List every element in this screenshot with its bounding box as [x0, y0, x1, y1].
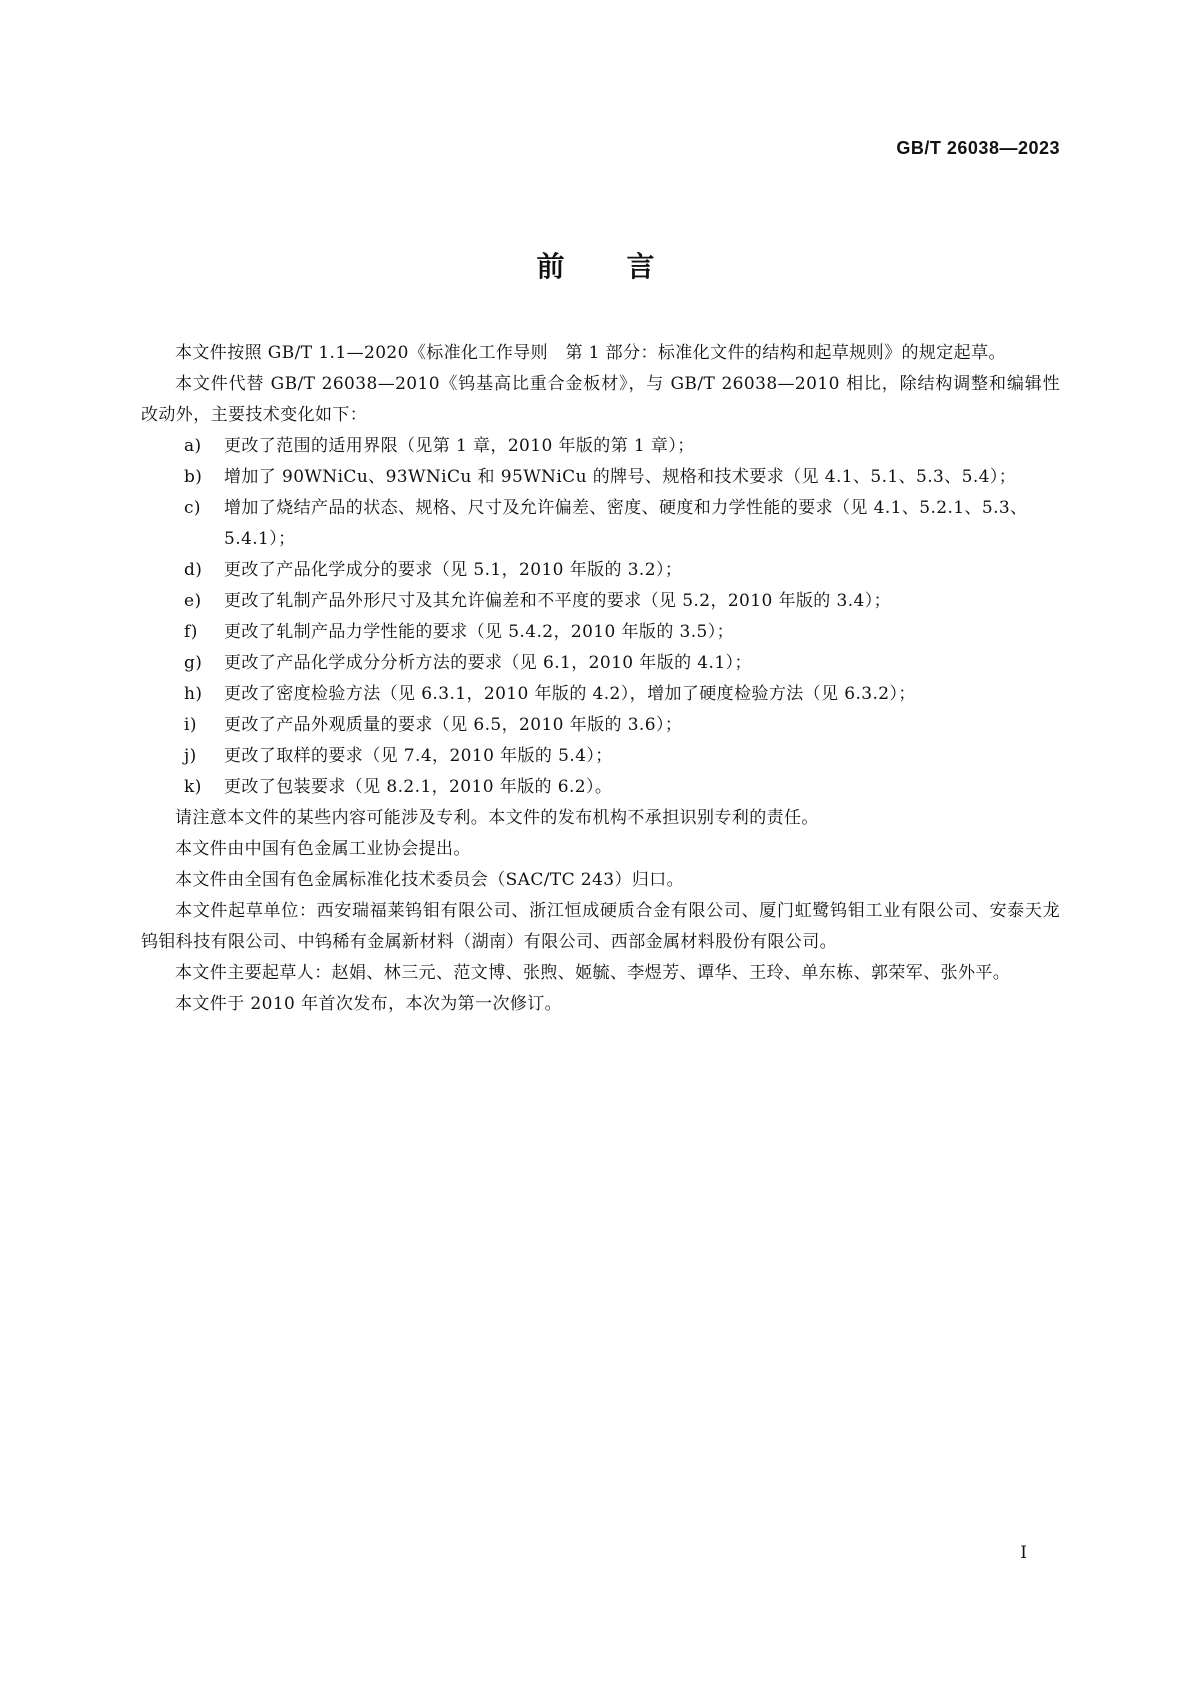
page-number: I [1020, 1543, 1027, 1563]
standard-number: GB/T 26038—2023 [896, 138, 1060, 158]
list-marker: g) [184, 653, 203, 673]
list-item-text: 更改了包装要求（见 8.2.1，2010 年版的 6.2）。 [224, 777, 613, 797]
list-marker: f) [184, 622, 198, 642]
list-item [141, 617, 1060, 648]
list-item-text: 更改了取样的要求（见 7.4，2010 年版的 5.4）； [224, 746, 613, 766]
list-item [141, 710, 1060, 741]
list-item [141, 586, 1060, 617]
drafting-units: 本文件起草单位：西安瑞福莱钨钼有限公司、浙江恒成硬质合金有限公司、厦门虹鹭钨钼工业有限公司、安泰天龙钨钼科技有限公司、中钨稀有金属新材料（湖南）有限公司、西部金属材料股份有限公司。 [141, 901, 1060, 952]
list-item [141, 741, 1060, 772]
list-item [141, 772, 1060, 803]
list-marker: d) [184, 560, 203, 580]
list-item-text: 增加了 90WNiCu、93WNiCu 和 95WNiCu 的牌号、规格和技术要求（见 4.1、5.1、5.3、5.4）； [224, 467, 1017, 487]
list-item [141, 462, 1060, 493]
changes-list [141, 431, 1060, 803]
list-item [141, 493, 1060, 555]
publication-history: 本文件于 2010 年首次发布，本次为第一次修订。 [175, 994, 563, 1014]
page-title: 前言 [536, 250, 717, 283]
drafters: 本文件主要起草人：赵娟、林三元、范文博、张煦、姬毓、李煜芳、谭华、王玲、单东栋、郭荣军、张外平。 [175, 963, 1011, 983]
list-item-text: 更改了范围的适用界限（见第 1 章，2010 年版的第 1 章）； [224, 436, 695, 456]
list-marker: i) [184, 715, 197, 735]
list-item-text: 更改了产品外观质量的要求（见 6.5，2010 年版的 3.6）； [224, 715, 683, 735]
list-item [141, 679, 1060, 710]
list-marker: k) [184, 777, 202, 797]
list-item [141, 648, 1060, 679]
list-item-text: 更改了产品化学成分分析方法的要求（见 6.1，2010 年版的 4.1）； [224, 653, 752, 673]
list-marker: e) [184, 591, 202, 611]
proposer-statement: 本文件由中国有色金属工业协会提出。 [175, 839, 471, 859]
list-item [141, 431, 1060, 462]
list-item-text: 更改了产品化学成分的要求（见 5.1，2010 年版的 3.2）； [224, 560, 683, 580]
list-marker: h) [184, 684, 203, 704]
list-marker: b) [184, 467, 203, 487]
intro-paragraph-2: 本文件代替 GB/T 26038—2010《钨基高比重合金板材》，与 GB/T 26038—2010 相比，除结构调整和编辑性改动外，主要技术变化如下： [141, 374, 1060, 425]
list-marker: j) [184, 746, 197, 766]
list-item [141, 555, 1060, 586]
list-item-text: 增加了烧结产品的状态、规格、尺寸及允许偏差、密度、硬度和力学性能的要求（见 4.1、5.2.1、5.3、5.4.1）； [224, 498, 1028, 549]
patent-notice: 请注意本文件的某些内容可能涉及专利。本文件的发布机构不承担识别专利的责任。 [175, 808, 819, 828]
centralized-statement: 本文件由全国有色金属标准化技术委员会（SAC/TC 243）归口。 [175, 870, 685, 890]
foreword-body [141, 338, 1060, 1020]
list-item-text: 更改了密度检验方法（见 6.3.1，2010 年版的 4.2），增加了硬度检验方法（见 6.3.2）； [224, 684, 916, 704]
list-marker: a) [184, 436, 202, 456]
intro-paragraph-1: 本文件按照 GB/T 1.1—2020《标准化工作导则 第 1 部分：标准化文件的结构和起草规则》的规定起草。 [175, 343, 1006, 363]
list-item-text: 更改了轧制产品力学性能的要求（见 5.4.2，2010 年版的 3.5）； [224, 622, 735, 642]
list-item-text: 更改了轧制产品外形尺寸及其允许偏差和不平度的要求（见 5.2，2010 年版的 3.4）； [224, 591, 892, 611]
list-marker: c) [184, 498, 201, 518]
